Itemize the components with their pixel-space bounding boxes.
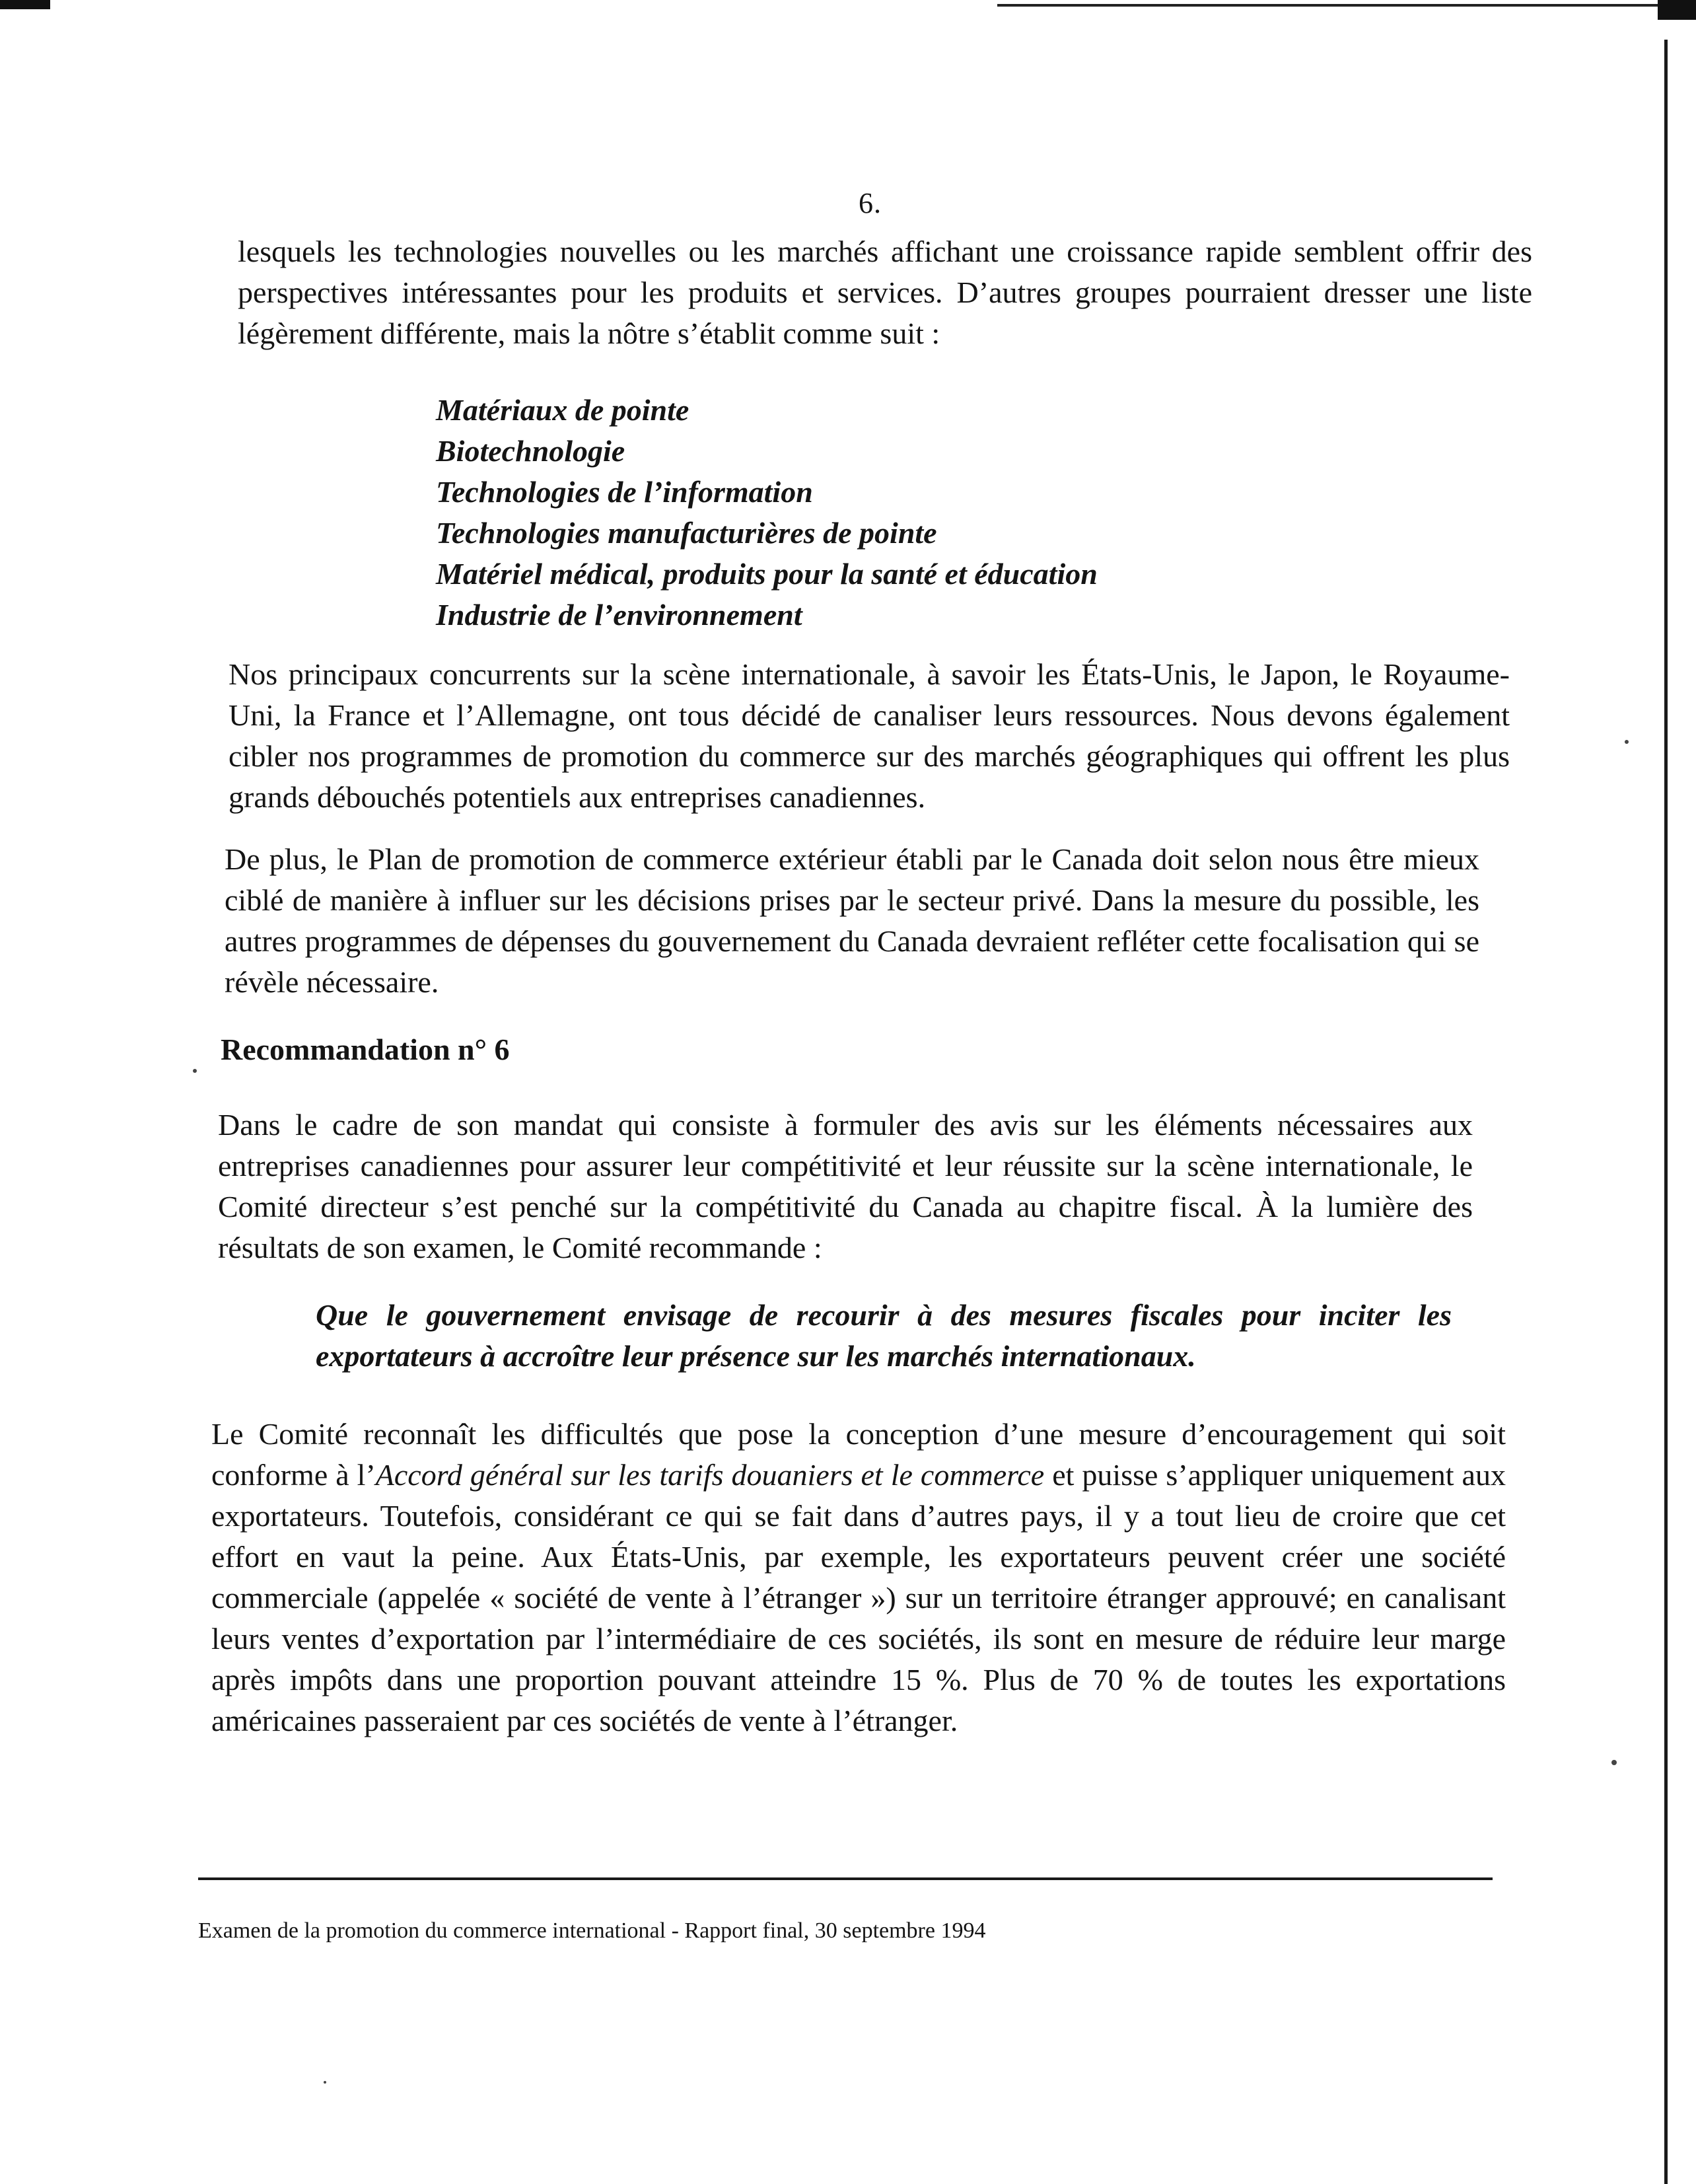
- agreement-title: Accord général sur les tarifs douaniers et le commerce: [375, 1458, 1045, 1492]
- committee-text-start: Le Comité reconnaît les difficultés que pose la conception d’une mesure d’encouragement qui soit conforme à l’: [211, 1417, 1506, 1492]
- paragraph-intro: lesquels les technologies nouvelles ou les marchés affichant une croissance rapide semblent offrir des perspectives intéressantes pour les produits et services. D’autres groupes pourraient dresser une liste légèrement différente, mais la nôtre s’établit comme suit :: [238, 235, 1532, 350]
- paragraph-committee: [211, 1414, 1506, 1741]
- footer-divider: [198, 1877, 1493, 1880]
- scan-artifact-top-line: [997, 4, 1664, 7]
- sector-item: Matériaux de pointe: [436, 393, 689, 427]
- sector-item: Technologies de l’information: [436, 475, 813, 509]
- scan-artifact-top-right: [1658, 0, 1696, 20]
- scan-artifact-right-edge: [1664, 40, 1668, 2184]
- page-number: 6.: [859, 187, 882, 219]
- sector-list: [436, 390, 1098, 636]
- recommendation-text: Que le gouvernement envisage de recourir à des mesures fiscales pour inciter les exportateurs à accroître leur présence sur les marchés internationaux.: [316, 1298, 1452, 1373]
- scan-artifact-top-left: [0, 0, 50, 9]
- scan-speck: [324, 2081, 326, 2084]
- footer-text: Examen de la promotion du commerce international - Rapport final, 30 septembre 1994: [198, 1918, 986, 1943]
- paragraph-competitors: Nos principaux concurrents sur la scène internationale, à savoir les États-Unis, le Japon, le Royaume-Uni, la France et l’Allemagne, ont tous décidé de canaliser leurs ressources. Nous devons également cibler nos programmes de promotion du commerce sur des marchés géographiques qui offrent les plus grands débouchés potentiels aux entreprises canadiennes.: [229, 657, 1510, 814]
- committee-text-end: et puisse s’appliquer uniquement aux exportateurs. Toutefois, considérant ce qui se fait dans d’autres pays, il y a tout lieu de croire que cet effort en vaut la peine. Aux États-Unis, par exemple, les exportateurs peuvent créer une société commerciale (appelée « société de vente à l’étranger ») sur un territoire étranger approuvé; en canalisant leurs ventes d’exportation par l’intermédiaire de ces sociétés, ils sont en mesure de réduire leur marge après impôts dans une proportion pouvant atteindre 15 %. Plus de 70 % de toutes les exportations américaines passeraient par ces sociétés de vente à l’étranger.: [211, 1458, 1506, 1737]
- recommendation-heading: Recommandation n° 6: [221, 1033, 510, 1066]
- sector-item: Industrie de l’environnement: [436, 598, 802, 632]
- sector-item: Technologies manufacturières de pointe: [436, 516, 937, 550]
- scan-speck: [193, 1069, 197, 1073]
- scan-speck: [1625, 740, 1629, 744]
- paragraph-plan: De plus, le Plan de promotion de commerce extérieur établi par le Canada doit selon nous être mieux ciblé de manière à influer sur les décisions prises par le secteur privé. Dans la mesure du possible, les autres programmes de dépenses du gouvernement du Canada devraient refléter cette focalisation qui se révèle nécessaire.: [225, 842, 1479, 999]
- sector-item: Biotechnologie: [436, 434, 625, 468]
- paragraph-mandate: Dans le cadre de son mandat qui consiste à formuler des avis sur les éléments nécessaires aux entreprises canadiennes pour assurer leur compétitivité et leur réussite sur la scène internationale, le Comité directeur s’est penché sur la compétitivité du Canada au chapitre fiscal. À la lumière des résultats de son examen, le Comité recommande :: [218, 1108, 1473, 1264]
- scan-speck: [1611, 1760, 1617, 1765]
- sector-item: Matériel médical, produits pour la santé et éducation: [436, 557, 1098, 591]
